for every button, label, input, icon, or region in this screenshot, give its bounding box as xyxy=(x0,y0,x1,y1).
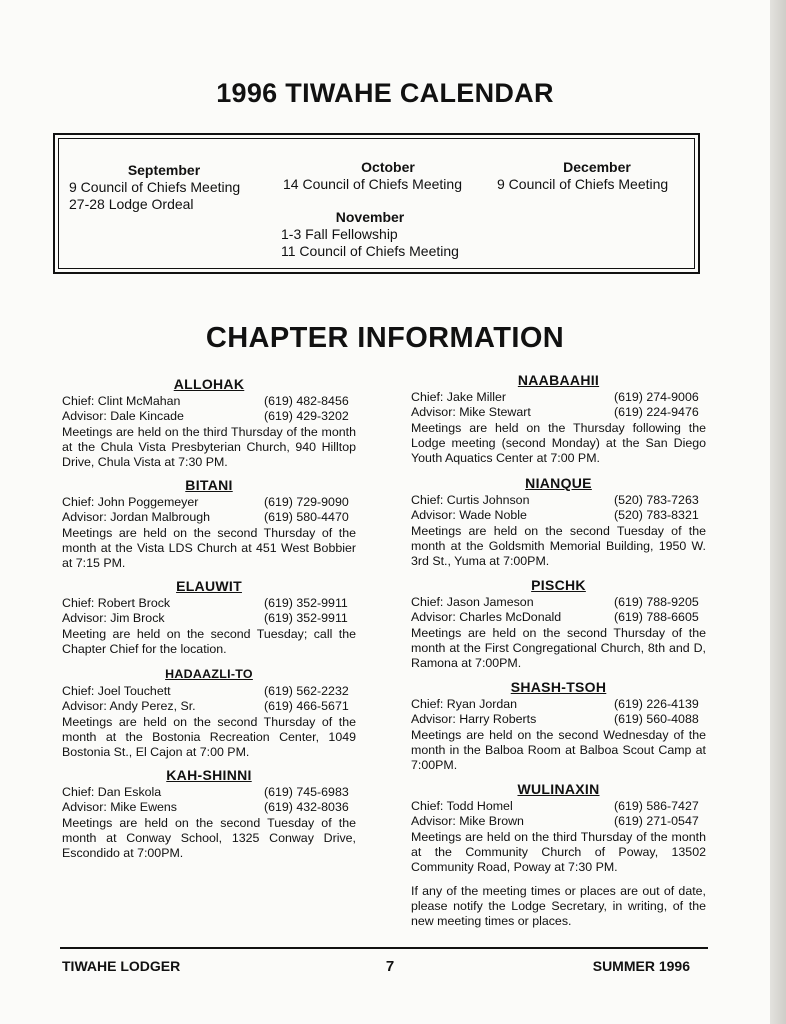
advisor-phone: (619) 224-9476 xyxy=(614,405,699,420)
advisor-phone: (619) 429-3202 xyxy=(264,409,349,424)
chief-phone: (619) 226-4139 xyxy=(614,697,699,712)
meeting-description: Meetings are held on the second Thursday of the month at the Vista LDS Church at 451 West Bobbier at 7:15 PM. xyxy=(62,525,356,571)
month-name: December xyxy=(563,159,631,175)
chief-row xyxy=(411,697,706,712)
advisor-row xyxy=(411,814,706,829)
advisor-name: Advisor: Mike Brown xyxy=(411,814,524,829)
chapter-name: KAH-SHINNI xyxy=(166,767,252,783)
chapter-name: PISCHK xyxy=(531,577,586,593)
chapter-kah-shinni xyxy=(62,768,356,861)
chapter-name: WULINAXIN xyxy=(517,781,600,797)
month-name: November xyxy=(335,209,405,225)
chief-row xyxy=(62,495,356,510)
chief-name: Chief: Dan Eskola xyxy=(62,785,162,800)
chapter-name: HADAAZLI-TO xyxy=(165,667,253,681)
meeting-description: Meetings are held on the second Thursday of the month at the First Congregational Church, 8th and D, Ramona at 7:00PM. xyxy=(411,625,706,671)
chief-row xyxy=(62,684,356,699)
chapter-hadaazli-to xyxy=(62,667,356,760)
month-october xyxy=(283,159,493,193)
chief-name: Chief: Ryan Jordan xyxy=(411,697,518,712)
advisor-name: Advisor: Charles McDonald xyxy=(411,610,562,625)
calendar-box-inner-border xyxy=(58,138,695,269)
meeting-description: Meeting are held on the second Tuesday; call the Chapter Chief for the location. xyxy=(62,626,356,656)
footer-divider xyxy=(60,947,708,949)
month-september xyxy=(69,162,291,213)
advisor-name: Advisor: Harry Roberts xyxy=(411,712,537,727)
chief-phone: (619) 352-9911 xyxy=(264,596,348,611)
chief-phone: (619) 745-6983 xyxy=(264,785,349,800)
advisor-row xyxy=(62,611,356,626)
advisor-row xyxy=(62,800,356,815)
advisor-row xyxy=(62,510,356,525)
advisor-phone: (619) 466-5671 xyxy=(264,699,349,714)
meeting-description: Meetings are held on the third Thursday of the month at the Community Church of Poway, 13502 Community Road, Poway at 7:30 PM. xyxy=(411,829,706,875)
chief-row xyxy=(62,394,356,409)
advisor-row xyxy=(62,409,356,424)
month-november xyxy=(281,209,491,260)
advisor-name: Advisor: Mike Ewens xyxy=(62,800,177,815)
chief-name: Chief: Clint McMahan xyxy=(62,394,181,409)
chief-phone: (619) 274-9006 xyxy=(614,390,699,405)
chief-name: Chief: Joel Touchett xyxy=(62,684,171,699)
chapter-bitani xyxy=(62,478,356,571)
advisor-row xyxy=(411,508,706,523)
month-name: September xyxy=(127,162,201,178)
chief-name: Chief: Robert Brock xyxy=(62,596,171,611)
chief-phone: (619) 788-9205 xyxy=(614,595,699,610)
event-line: 27-28 Lodge Ordeal xyxy=(69,196,194,212)
chief-row xyxy=(411,493,706,508)
advisor-name: Advisor: Andy Perez, Sr. xyxy=(62,699,196,714)
advisor-name: Advisor: Wade Noble xyxy=(411,508,527,523)
advisor-phone: (619) 352-9911 xyxy=(264,611,348,626)
meeting-description: Meetings are held on the second Thursday of the month at the Bostonia Recreation Center, 1049 Bostonia St., El Cajon at 7:00 PM. xyxy=(62,714,356,760)
advisor-phone: (619) 580-4470 xyxy=(264,510,349,525)
advisor-name: Advisor: Jim Brock xyxy=(62,611,165,626)
chief-phone: (619) 586-7427 xyxy=(614,799,699,814)
event-line: 11 Council of Chiefs Meeting xyxy=(281,243,459,259)
advisor-row xyxy=(411,712,706,727)
chief-phone: (619) 562-2232 xyxy=(264,684,349,699)
month-december xyxy=(497,159,697,193)
advisor-row xyxy=(62,699,356,714)
meeting-description: Meetings are held on the second Tuesday of the month at Conway School, 1325 Conway Drive, Escondido at 7:00PM. xyxy=(62,815,356,861)
update-notice: If any of the meeting times or places are out of date, please notify the Lodge Secretary, in writing, of the new meeting times or places. xyxy=(411,884,706,929)
advisor-row xyxy=(411,405,706,420)
chapter-name: SHASH-TSOH xyxy=(510,679,607,695)
meeting-description: Meetings are held on the second Wednesday of the month in the Balboa Room at Balboa Scout Camp at 7:00PM. xyxy=(411,727,706,773)
chief-row xyxy=(411,390,706,405)
chief-name: Chief: Curtis Johnson xyxy=(411,493,530,508)
chapter-elauwit xyxy=(62,579,356,657)
chapter-name: NIANQUE xyxy=(525,475,592,491)
chief-name: Chief: Todd Homel xyxy=(411,799,513,814)
footer-page-number: 7 xyxy=(385,958,395,975)
event-line: 9 Council of Chiefs Meeting xyxy=(69,179,241,195)
advisor-phone: (619) 788-6605 xyxy=(614,610,699,625)
footer-publication-name: TIWAHE LODGER xyxy=(62,958,181,974)
chapter-nianque xyxy=(411,476,706,569)
chief-name: Chief: Jake Miller xyxy=(411,390,507,405)
chapter-wulinaxin xyxy=(411,782,706,875)
chapter-name: NAABAAHII xyxy=(517,372,600,388)
event-line: 1-3 Fall Fellowship xyxy=(281,226,398,242)
chapter-name: BITANI xyxy=(185,477,233,493)
chapter-naabaahii xyxy=(411,373,706,466)
chief-row xyxy=(411,799,706,814)
advisor-name: Advisor: Dale Kincade xyxy=(62,409,184,424)
meeting-description: Meetings are held on the second Tuesday of the month at the Goldsmith Memorial Building, 1950 W. 3rd St., Yuma at 7:00PM. xyxy=(411,523,706,569)
chapter-name: ALLOHAK xyxy=(173,376,245,392)
meeting-description: Meetings are held on the Thursday following the Lodge meeting (second Monday) at the San Diego Youth Aquatics Center at 7:00 PM. xyxy=(411,420,706,466)
chief-row xyxy=(62,596,356,611)
chief-name: Chief: Jason Jameson xyxy=(411,595,534,610)
advisor-name: Advisor: Jordan Malbrough xyxy=(62,510,211,525)
chapter-information-heading: CHAPTER INFORMATION xyxy=(205,322,565,354)
calendar-box xyxy=(53,133,700,274)
meeting-description: Meetings are held on the third Thursday of the month at the Chula Vista Presbyterian Church, 940 Hilltop Drive, Chula Vista at 7:30 PM. xyxy=(62,424,356,470)
chief-phone: (520) 783-7263 xyxy=(614,493,699,508)
advisor-phone: (520) 783-8321 xyxy=(614,508,699,523)
advisor-phone: (619) 560-4088 xyxy=(614,712,699,727)
chief-name: Chief: John Poggemeyer xyxy=(62,495,199,510)
chief-row xyxy=(62,785,356,800)
chief-phone: (619) 729-9090 xyxy=(264,495,349,510)
event-line: 14 Council of Chiefs Meeting xyxy=(283,176,462,192)
advisor-name: Advisor: Mike Stewart xyxy=(411,405,531,420)
chapter-name: ELAUWIT xyxy=(176,578,242,594)
calendar-title: 1996 TIWAHE CALENDAR xyxy=(216,78,554,108)
advisor-row xyxy=(411,610,706,625)
chapter-allohak xyxy=(62,377,356,470)
chapter-pischk xyxy=(411,578,706,671)
footer-issue: SUMMER 1996 xyxy=(592,958,690,974)
month-name: October xyxy=(361,159,415,175)
page-edge-shadow xyxy=(770,0,786,1024)
chief-row xyxy=(411,595,706,610)
advisor-phone: (619) 432-8036 xyxy=(264,800,349,815)
event-line: 9 Council of Chiefs Meeting xyxy=(497,176,669,192)
chapter-shash-tsoh xyxy=(411,680,706,773)
advisor-phone: (619) 271-0547 xyxy=(614,814,699,829)
chief-phone: (619) 482-8456 xyxy=(264,394,349,409)
